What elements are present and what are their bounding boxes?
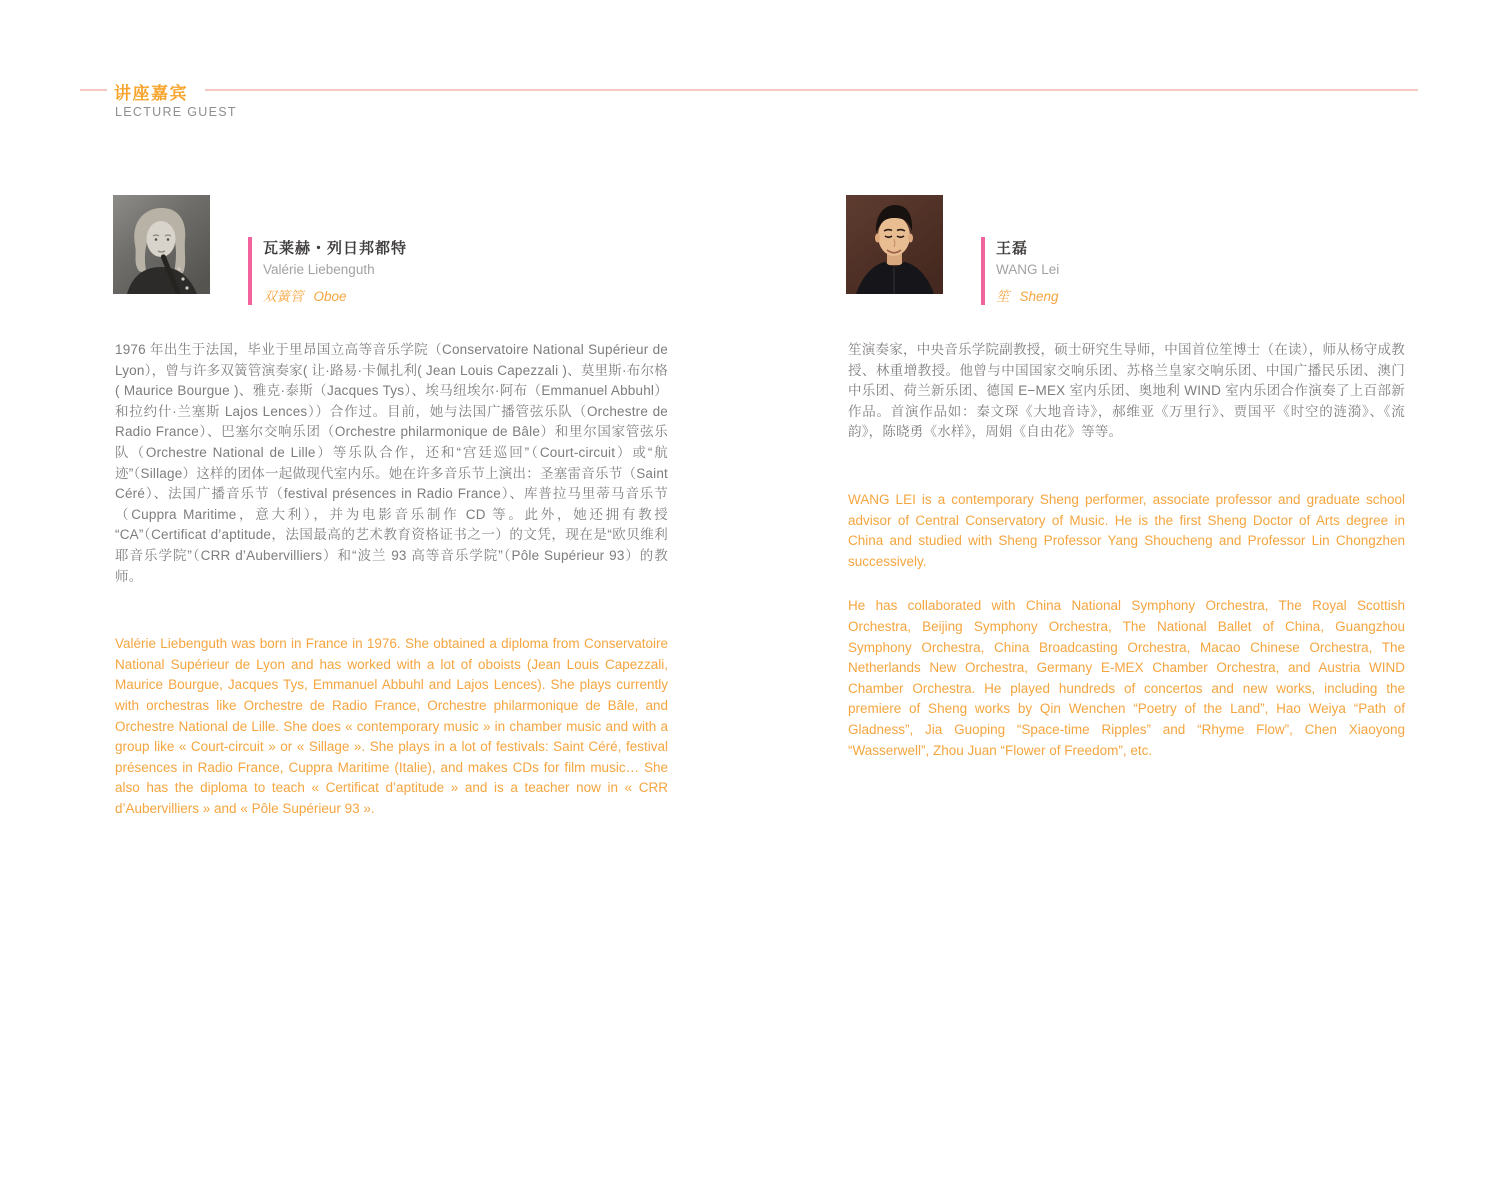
guest-instrument xyxy=(996,285,1059,305)
guest-name-en: WANG Lei xyxy=(996,262,1060,277)
page-subtitle: LECTURE GUEST xyxy=(115,105,237,119)
guest-section-oboe xyxy=(115,195,668,819)
guest-bio-english-paragraph: Valérie Liebenguth was born in France in 1976. She obtained a diploma from Conservatoire National Supérieur de Lyon and has worked with a lot of oboists (Jean Louis Capezzali, Maurice Bourgue, Jacques Tys, Emmanuel Abbuhl and Lajos Lences). She plays currently with orchestras like Orchestre de Radio France, Orchestre philarmonique de Bâle, and Orchestre National de Lille. She does « contemporary music » in chamber music and with a group like « Court-circuit » or « Sillage ». She plays in a lot of festivals: Saint Céré, festival présences in Radio France, Cuppra Maritime (Italie), and makes CDs for film music… She also has the diploma to teach « Certificat d’aptitude » and is a teacher now in « CRR d’Aubervilliers » and « Pôle Supérieur 93 ». xyxy=(115,636,668,816)
guest-bio-english xyxy=(115,634,668,819)
guest-name-en: Valérie Liebenguth xyxy=(263,262,375,277)
guest-bio-english xyxy=(848,490,1405,761)
guest-profile xyxy=(115,195,668,304)
page-title: 讲座嘉宾 xyxy=(114,84,188,103)
guest-instrument xyxy=(263,285,407,305)
guest-name-cn: 瓦莱赫・列日邦都特 xyxy=(263,240,408,257)
guest-instrument-en: Sheng xyxy=(1019,289,1059,304)
guest-namecard xyxy=(248,237,407,305)
guest-namecard xyxy=(981,237,1059,305)
guest-instrument-cn: 笙 xyxy=(996,289,1010,304)
portrait-woman-oboe-image xyxy=(113,195,210,294)
guest-section-sheng xyxy=(848,195,1405,761)
guest-photo-sheng-player xyxy=(846,195,943,294)
guest-instrument-cn: 双簧管 xyxy=(263,289,304,304)
guest-bio-english-paragraph: He has collaborated with China National Symphony Orchestra, The Royal Scottish Orchestra, Beijing Symphony Orchestra, The National Ballet of China, Guangzhou Symphony Orchestra, China Broadcasting Orchestra, Macao Chinese Orchestra, The Netherlands New Orchestra, Germany E-MEX Chamber Orchestra, and Austria WIND Chamber Orchestra. He played hundreds of concertos and new works, including the premiere of Sheng works by Qin Wenchen “Poetry of the Land”, Hao Weiya “Path of Gladness”, Jia Guoping “Space-time Ripples” and “Rhyme Flow”, Chen Xiaoyong “Wasserwell”, Zhou Juan “Flower of Freedom”, etc. xyxy=(848,598,1405,758)
guest-bio-english-paragraph: WANG LEI is a contemporary Sheng performer, associate professor and graduate school advisor of Central Conservatory of Music. He is the first Sheng Doctor of Arts degree in China and studied with Sheng Professor Yang Shoucheng and Professor Lin Chongzhen successively. xyxy=(848,491,1405,569)
guest-bio-chinese: 笙演奏家，中央音乐学院副教授，硕士研究生导师，中国首位笙博士（在读），师从杨守成教授、林重增教授。他曾与中国国家交响乐团、苏格兰皇家交响乐团、中国广播民乐团、澳门中乐团、荷兰新乐团、德国 E−MEX 室内乐团、奥地利 WIND 室内乐团合作演奏了上百部新作品。首演作品如：秦文琛《大地音诗》，郝维亚《万里行》、贾国平《时空的涟漪》、《流韵》，陈晓勇《水样》，周娟《自由花》等等。 xyxy=(848,342,1405,440)
guest-profile xyxy=(848,195,1405,304)
guest-instrument-en: Oboe xyxy=(313,289,347,304)
guest-name-cn: 王磊 xyxy=(996,240,1029,257)
header-right-rule xyxy=(205,89,1418,91)
guest-photo-oboist xyxy=(113,195,210,294)
portrait-man-dark-jacket-image xyxy=(846,195,943,294)
header-left-rule xyxy=(80,89,107,91)
guest-bio-chinese: 1976 年出生于法国，毕业于里昂国立高等音乐学院（Conservatoire National Supérieur de Lyon），曾与许多双簧管演奏家( 让·路易·卡佩扎利( Jean Louis Capezzali )、莫里斯·布尔格( Maurice Bourgue )、雅克·泰斯（Jacques Tys）、埃马纽埃尔·阿布（Emmanuel Abbuhl）和拉约什·兰塞斯 Lajos Lences））合作过。目前，她与法国广播管弦乐队（Orchestre de Radio France）、巴塞尔交响乐团（Orchestre philarmonique de Bâle）和里尔国家管弦乐队（Orchestre National de Lille）等乐队合作，还和“宫廷巡回”（Court-circuit）或“航迹”（Sillage）这样的团体一起做现代室内乐。她在许多音乐节上演出：圣塞雷音乐节（Saint Céré）、法国广播音乐节（festival présences in Radio France）、库普拉马里蒂马音乐节（Cuppra Maritime，意大利），并为电影音乐制作 CD 等。此外，她还拥有教授 “CA”（Certificat d’aptitude，法国最高的艺术教育资格证书之一）的文凭，现在是“欧贝维利耶音乐学院”（CRR d’Aubervilliers）和“波兰 93 高等音乐学院”（Pôle Supérieur 93）的教师。 xyxy=(115,342,668,584)
